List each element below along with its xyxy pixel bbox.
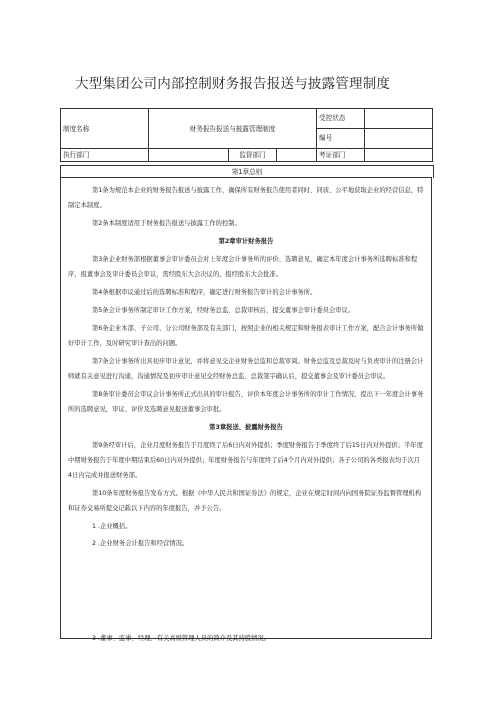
list-item-text: .企业概括。: [98, 523, 132, 530]
list-item-number: 3: [92, 635, 97, 642]
article-5: 第5条会计事务所制定审计工作方案，经财务总监、总裁审核后，提交董事会审计委员会审议。: [92, 307, 355, 314]
article-2: 第2条本制度适用于财务报告报送与披露工作的控制。: [92, 220, 241, 227]
number-value: [365, 129, 433, 149]
supervise-dept-value: [277, 149, 317, 162]
article-1: 第1条为规范本企业的财务报告报送与披露工作，确保所有财务报告使用者同时、同质、公平地获取企业的经营信息，特制定本制度。: [68, 187, 424, 209]
article-3: 第3条企业财务部根据董事会审计委员会对上年度会计事务所的评价、选聘意见，确定本年度会计事务所选聘标准和程序，报董事会及审计委员会审议，需经股东大会决议的，报经股东大会批准。: [68, 256, 418, 278]
number-label: 编号: [317, 129, 365, 149]
supervise-dept-label: 监督部门: [229, 149, 277, 162]
system-name-label: 制度名称: [61, 109, 149, 149]
list-item-outside: [92, 633, 270, 645]
audit-dept-value: [365, 149, 433, 162]
list-item-number: 2: [92, 540, 97, 547]
article-9: 第9条经审计后，企业月度财务报告于月度终了后6日内对外提供；季度财务报告于季度终了后15日内对外提供；半年度中期财务报告于年度中期结束后60日内对外提供；年度财务报告与年度终了后4个月内对外提供；各子公司的各类报表均于次月4日内完成并报送财务部。: [68, 442, 423, 479]
list-item-text: .企业财务会计报告和经营情况。: [98, 540, 189, 547]
exec-dept-label: 执行部门: [61, 149, 149, 162]
article-7: 第7条会计事务所出具初步审计意见，并将意见交企业财务总监和总裁审阅。财务总监及总裁及时与负责审计的注册会计师就有关意见进行沟通，沟通情况及初步审计意见交经财务总监、总裁签字确认后，提交董事会及审计委员会审议。: [68, 358, 424, 380]
chapter-1-heading: 第1章总则: [60, 165, 434, 178]
audit-dept-label: 考证部门: [317, 149, 365, 162]
control-status-label: 受控状态: [317, 109, 365, 129]
list-item: [60, 519, 432, 534]
meta-table: [60, 108, 433, 162]
article-6: 第6条企业本部、子公司、分公司财务部及有关部门，按照企业的相关规定和财务报表审计工作方案，配合会计事务所做好审计工作，及时研究审计查出的问题。: [68, 325, 424, 347]
list-item-text: .董事、监事、经理、有关高级管理人员的简介及其持股情况。: [98, 635, 271, 642]
article-4: 第4条根据审议通过后的选聘标准和程序，确定进行财务报告审计的会计事务所。: [92, 289, 317, 296]
exec-dept-value: [149, 149, 229, 162]
document-title: 大型集团公司内部控制财务报告报送与披露管理制度: [75, 76, 391, 92]
chapter-3-heading: 第3章报送、披露财务报告: [209, 424, 283, 431]
document-body: [60, 180, 432, 553]
article-10: 第10条年度财务报告发布方式。根据《中华人民共和国证券法》的规定，企业在规定时间内向国务院证券监督管理机构和证券交易所提交记载以下内容的年度报告，并予公告。: [68, 490, 422, 512]
article-8: 第8条审计委员会审议会计事务所正式出具的审计报告，评价本年度会计事务所的审计工作情况，提出下一年度会计事务所的选聘意见，审议、评价及选聘意见报送董事会审批。: [68, 391, 424, 413]
list-item-number: 1: [92, 523, 97, 530]
control-status-value: [365, 109, 433, 129]
chapter-2-heading: 第2章审计财务报告: [218, 238, 274, 245]
list-item: [60, 536, 432, 551]
system-name-value: 财务报告报送与披露管理制度: [149, 109, 317, 149]
